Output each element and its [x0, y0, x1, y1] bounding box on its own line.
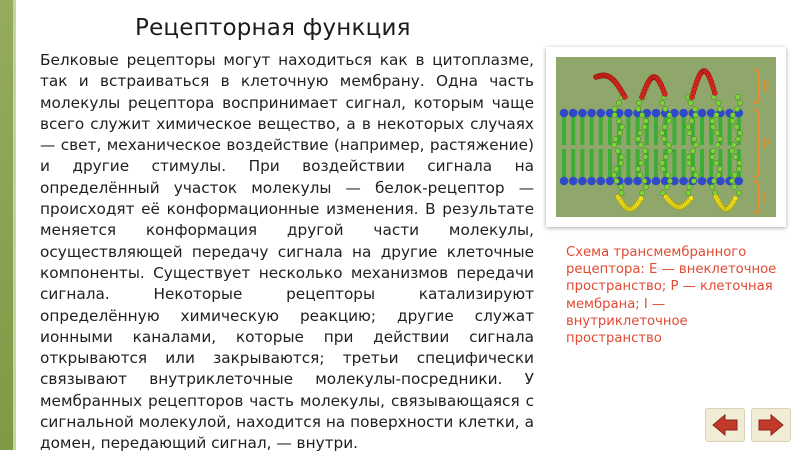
- helix-bead: [686, 190, 691, 195]
- helix-bead: [639, 160, 644, 165]
- helix-bead: [642, 178, 647, 183]
- lipid-tail: [654, 117, 658, 145]
- helix-bead: [660, 160, 665, 165]
- lipid-head: [569, 177, 578, 186]
- helix-bead: [614, 178, 619, 183]
- lipid-head: [606, 177, 615, 186]
- helix-bead: [736, 136, 741, 141]
- lipid-head: [624, 177, 633, 186]
- helix-bead: [667, 118, 672, 123]
- lipid-head: [698, 109, 707, 118]
- membrane-receptor-illustration: [556, 57, 776, 217]
- lipid-head: [652, 177, 661, 186]
- lipid-tail: [562, 149, 566, 177]
- lipid-tail: [590, 149, 594, 177]
- helix-bead: [643, 148, 648, 153]
- helix-bead: [737, 160, 742, 165]
- helix-bead: [635, 166, 640, 171]
- helix-bead: [666, 142, 671, 147]
- lipid-tail: [626, 149, 630, 177]
- helix-bead: [618, 160, 623, 165]
- helix-bead: [619, 124, 624, 129]
- helix-bead: [686, 124, 691, 129]
- lipid-tail: [580, 117, 584, 145]
- loop-bead-red: [662, 91, 667, 96]
- lipid-tail: [599, 117, 603, 145]
- helix-bead: [662, 124, 667, 129]
- lipid-head: [624, 109, 633, 118]
- label-p: P: [762, 137, 771, 153]
- lipid-head: [578, 109, 587, 118]
- helix-bead: [736, 190, 741, 195]
- helix-bead: [690, 148, 695, 153]
- helix-bead: [686, 154, 691, 159]
- lipid-head: [679, 177, 688, 186]
- helix-bead: [638, 130, 643, 135]
- label-e: E: [762, 79, 771, 95]
- helix-bead: [637, 172, 642, 177]
- helix-bead: [667, 148, 672, 153]
- region-brackets: [753, 69, 759, 213]
- lipid-head: [652, 109, 661, 118]
- helix-bead: [737, 100, 742, 105]
- lipid-tail: [608, 117, 612, 145]
- helix-bead: [690, 166, 695, 171]
- lipid-tail: [672, 117, 676, 145]
- lipid-head: [587, 177, 596, 186]
- helix-bead: [667, 112, 672, 117]
- helix-bead: [661, 166, 666, 171]
- receptor-figure: [556, 57, 776, 217]
- helix-bead: [618, 184, 623, 189]
- lipid-head: [569, 109, 578, 118]
- helix-bead: [686, 160, 691, 165]
- helix-bead: [732, 172, 737, 177]
- helix-bead: [729, 178, 734, 183]
- helix-bead: [619, 154, 624, 159]
- loop-bead-yellow: [688, 196, 693, 201]
- lipid-tail: [571, 149, 575, 177]
- lipid-head: [597, 177, 606, 186]
- helix-bead: [714, 160, 719, 165]
- helix-bead: [715, 142, 720, 147]
- helix-bead: [711, 148, 716, 153]
- helix-bead: [693, 142, 698, 147]
- receptor-figure-frame: [546, 47, 786, 227]
- helix-bead: [716, 100, 721, 105]
- helix-bead: [667, 178, 672, 183]
- helix-bead: [717, 106, 722, 111]
- helix-bead: [612, 106, 617, 111]
- helix-bead: [638, 142, 643, 147]
- lipid-head: [560, 177, 569, 186]
- helix-bead: [717, 136, 722, 141]
- lipid-tail: [562, 117, 566, 145]
- helix-bead: [662, 136, 667, 141]
- lipid-head: [587, 109, 596, 118]
- helix-bead: [617, 130, 622, 135]
- lipid-head: [716, 177, 725, 186]
- helix-bead: [640, 190, 645, 195]
- lipid-tail: [682, 149, 686, 177]
- helix-bead: [636, 106, 641, 111]
- helix-bead: [613, 136, 618, 141]
- helix-bead: [692, 106, 697, 111]
- label-i: I: [763, 191, 768, 207]
- helix-bead: [730, 118, 735, 123]
- helix-bead: [737, 130, 742, 135]
- helix-bead: [614, 166, 619, 171]
- lipid-tail: [654, 149, 658, 177]
- helix-bead: [643, 184, 648, 189]
- lipid-head: [560, 109, 569, 118]
- helix-bead: [616, 118, 621, 123]
- bracket-i: [753, 181, 759, 213]
- helix-bead: [717, 166, 722, 171]
- loop-bead-yellow: [733, 196, 738, 201]
- helix-bead: [710, 118, 715, 123]
- helix-bead: [715, 130, 720, 135]
- helix-bead: [733, 154, 738, 159]
- helix-bead: [693, 112, 698, 117]
- arrow-right-icon: [752, 409, 790, 441]
- loop-bead-red: [712, 90, 717, 95]
- helix-bead: [659, 130, 664, 135]
- helix-bead: [687, 130, 692, 135]
- lipid-head: [597, 109, 606, 118]
- lipid-head: [735, 177, 744, 186]
- helix-bead: [691, 136, 696, 141]
- lipid-head: [633, 177, 642, 186]
- helix-bead: [734, 124, 739, 129]
- helix-bead: [643, 154, 648, 159]
- figure-caption: Схема трансмембранного рецептора: E — внеклеточное пространство; P — клеточная мембрана; I — внутриклеточное пространство: [566, 245, 777, 347]
- left-accent-stripe: [0, 0, 13, 450]
- lipid-tail: [599, 149, 603, 177]
- helix-bead: [635, 136, 640, 141]
- helix-bead: [688, 100, 693, 105]
- helix-bead: [736, 166, 741, 171]
- helix-bead: [711, 178, 716, 183]
- helix-bead: [612, 112, 617, 117]
- helix-bead: [735, 94, 740, 99]
- helix-bead: [665, 172, 670, 177]
- lipid-tail: [672, 149, 676, 177]
- helix-bead: [730, 148, 735, 153]
- helix-bead: [735, 106, 740, 111]
- lipid-tail: [700, 149, 704, 177]
- helix-bead: [687, 184, 692, 189]
- lipid-head: [679, 109, 688, 118]
- helix-bead: [714, 112, 719, 117]
- helix-bead: [615, 148, 620, 153]
- next-slide-button[interactable]: [751, 408, 791, 442]
- slide-title: Рецепторная функция: [135, 15, 411, 41]
- bracket-e: [753, 69, 759, 103]
- helix-bead: [664, 184, 669, 189]
- lipid-tail: [608, 149, 612, 177]
- helix-bead: [716, 172, 721, 177]
- lipid-head: [698, 177, 707, 186]
- helix-bead: [642, 124, 647, 129]
- slide-body-text: Белковые рецепторы могут находиться как в цитоплазме, так и встраиваться в клеточную мембрану. Одна часть молекулы рецептора воспринимает сигнал, которым чаще всего служит химическое вещество, а в некоторых случаях — свет, механическое воздействие (например, растяжение) и другие стимулы. При воздействии сигнала на определённый участок молекулы — белок-рецептор — происходят её конформационные изменения. В результате меняется конформация другой части молекулы, осуществляющей передачу сигнала на другие клеточные компоненты. Существует несколько механизмов передачи сигнала. Некоторые рецепторы катализируют определённую химическую реакцию; другие служат ионными каналами, которые при действии сигнала открываются или закрываются; третьи специфически связывают внутриклеточные молекулы-посредники. У мембранных рецепторов часть молекулы, связывающаяся с сигнальной молекулой, находится на поверхности клетки, а домен, передающий сигнал, — внутри.: [40, 51, 534, 453]
- lipid-tail: [626, 117, 630, 145]
- prev-slide-button[interactable]: [705, 408, 745, 442]
- helix-bead: [659, 100, 664, 105]
- helix-bead: [732, 184, 737, 189]
- helix-bead: [616, 100, 621, 105]
- helix-bead: [689, 118, 694, 123]
- arrow-left-icon: [706, 409, 744, 441]
- helix-bead: [637, 100, 642, 105]
- helix-bead: [663, 154, 668, 159]
- lipid-tail: [700, 117, 704, 145]
- lipid-tail: [682, 117, 686, 145]
- loop-bead-yellow: [638, 196, 643, 201]
- helix-bead: [691, 178, 696, 183]
- helix-bead: [663, 106, 668, 111]
- lipid-head: [578, 177, 587, 186]
- helix-bead: [611, 172, 616, 177]
- lipid-tail: [580, 149, 584, 177]
- helix-bead: [693, 172, 698, 177]
- helix-bead: [643, 118, 648, 123]
- lipid-tail: [590, 117, 594, 145]
- loop-bead-red: [622, 94, 627, 99]
- helix-bead: [710, 154, 715, 159]
- helix-bead: [730, 112, 735, 117]
- lipid-tail: [571, 117, 575, 145]
- bracket-p: [753, 109, 759, 177]
- helix-bead: [640, 112, 645, 117]
- helix-bead: [731, 142, 736, 147]
- helix-bead: [710, 124, 715, 129]
- helix-bead: [709, 184, 714, 189]
- helix-bead: [612, 142, 617, 147]
